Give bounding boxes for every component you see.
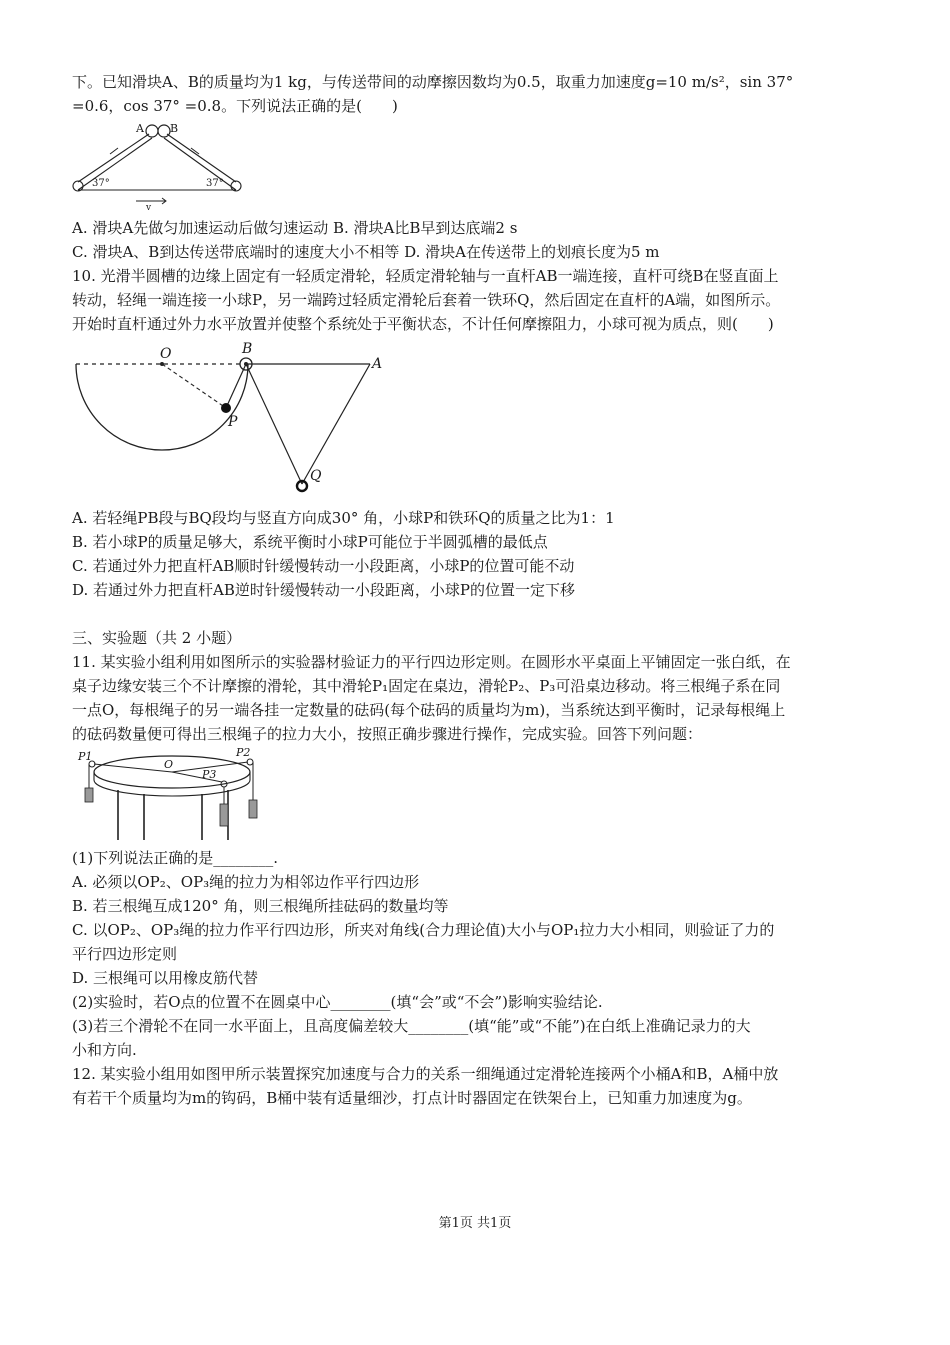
q11-sub1: (1)下列说法正确的是________. [72, 849, 279, 867]
q9-option-cd: C. 滑块A、B到达传送带底端时的速度大小不相等 D. 滑块A在传送带上的划痕长度为5 m [72, 243, 660, 261]
belt-left-upper [78, 134, 149, 182]
q11-option-a: A. 必须以OP₂、OP₃绳的拉力为相邻边作平行四边形 [72, 873, 420, 891]
label-o: O [164, 758, 174, 771]
angle-right: 37° [206, 178, 224, 189]
q11-line2: 桌子边缘安装三个不计摩擦的滑轮，其中滑轮P₁固定在桌边，滑轮P₂、P₃可沿桌边移动。将三根绳子系在同 [72, 677, 781, 695]
rope-qa [302, 364, 370, 484]
label-a: A [372, 356, 383, 372]
label-p: P [228, 414, 238, 430]
q11-line4: 的砝码数量便可得出三根绳子的拉力大小，按照正确步骤进行操作，完成实验。回答下列问题： [72, 725, 703, 743]
q12-line2: 有若干个质量均为m的钩码，B桶中装有适量细沙，打点计时器固定在铁架台上，已知重力加速度为g。 [72, 1089, 752, 1107]
q10-option-b: B. 若小球P的质量足够大，系统平衡时小球P可能位于半圆弧槽的最低点 [72, 533, 548, 551]
conveyor-figure [66, 120, 246, 212]
angle-left: 37° [92, 178, 110, 189]
q10-option-d: D. 若通过外力把直杆AB逆时针缓慢转动一小段距离，小球P的位置一定下移 [72, 581, 575, 599]
label-a: A [136, 122, 144, 135]
q11-sub3-cont: 小和方向. [72, 1041, 137, 1059]
q10-line3: 开始时直杆通过外力水平放置并使整个系统处于平衡状态，不计任何摩擦阻力，小球可视为质点，则( ) [72, 315, 774, 333]
weights-3 [220, 804, 228, 826]
round-table-figure [72, 748, 272, 844]
rope-pb [226, 364, 246, 408]
q11-option-b: B. 若三根绳互成120° 角，则三根绳所挂砝码的数量均等 [72, 897, 449, 915]
q10-line2: 转动，轻绳一端连接一小球P，另一端跨过轻质定滑轮后套着一铁环Q，然后固定在直杆的A端，如图所示。 [72, 291, 781, 309]
ring-q [297, 481, 307, 491]
q9-line2: =0.6，cos 37° =0.8。下列说法正确的是( ) [72, 97, 398, 115]
q11-sub2: (2)实验时，若O点的位置不在圆桌中心________(填“会”或“不会”)影响实验结论. [72, 993, 603, 1011]
section-heading: 三、实验题（共 2 小题） [72, 629, 242, 647]
label-p2: P2 [236, 748, 251, 759]
q10-option-c: C. 若通过外力把直杆AB顺时针缓慢转动一小段距离，小球P的位置可能不动 [72, 557, 575, 575]
page-footer: 第1页 共1页 [438, 1216, 512, 1231]
label-b: B [170, 122, 179, 135]
q10-option-a: A. 若轻绳PB段与BQ段均与竖直方向成30° 角，小球P和铁环Q的质量之比为1：1 [72, 509, 615, 527]
label-p1: P1 [78, 750, 93, 763]
q9-option-ab: A. 滑块A先做匀加速运动后做匀速运动 B. 滑块A比B早到达底端2 s [72, 219, 518, 237]
weights-1 [85, 788, 93, 802]
weights-2 [249, 800, 257, 818]
semicircle-figure [70, 340, 390, 500]
ball-p [221, 403, 231, 413]
q11-line3: 一点O，每根绳子的另一端各挂一定数量的砝码(每个砝码的质量均为m)，当系统达到平衡时，记录每根绳上 [72, 701, 786, 719]
label-b: B [242, 341, 253, 357]
rope-op1 [94, 764, 172, 772]
belt-left-lower [78, 138, 152, 190]
q11-option-c-cont: 平行四边形定则 [72, 945, 178, 963]
label-q: Q [310, 468, 322, 484]
q9-line1: 下。已知滑块A、B的质量均为1 kg，与传送带间的动摩擦因数均为0.5，取重力加速度g=10 m/s²，sin 37° [72, 73, 794, 91]
belt-right-upper [167, 134, 236, 182]
q11-option-c: C. 以OP₂、OP₃绳的拉力作平行四边形，所夹对角线(合力理论值)大小与OP₁拉力大小相同，则验证了力的 [72, 921, 775, 939]
rope-bq [246, 364, 302, 484]
q12-line1: 12. 某实验小组用如图甲所示装置探究加速度与合力的关系一细绳通过定滑轮连接两个小桶A和B，A桶中放 [72, 1065, 779, 1083]
arrow-left [110, 148, 118, 154]
q11-option-d: D. 三根绳可以用橡皮筋代替 [72, 969, 259, 987]
radius-op [162, 364, 226, 408]
q10-line1: 10. 光滑半圆槽的边缘上固定有一轻质定滑轮，轻质定滑轮轴与一直杆AB一端连接，直杆可绕B在竖直面上 [72, 267, 779, 285]
belt-right-lower [164, 138, 236, 190]
velocity-label: v [146, 203, 152, 212]
q11-sub3: (3)若三个滑轮不在同一水平面上，且高度偏差较大________(填“能”或“不能”)在白纸上准确记录力的大 [72, 1017, 751, 1035]
label-o: O [160, 346, 172, 362]
q11-line1: 11. 某实验小组利用如图所示的实验器材验证力的平行四边形定则。在圆形水平桌面上平铺固定一张白纸，在 [72, 653, 791, 671]
label-p3: P3 [202, 768, 217, 781]
